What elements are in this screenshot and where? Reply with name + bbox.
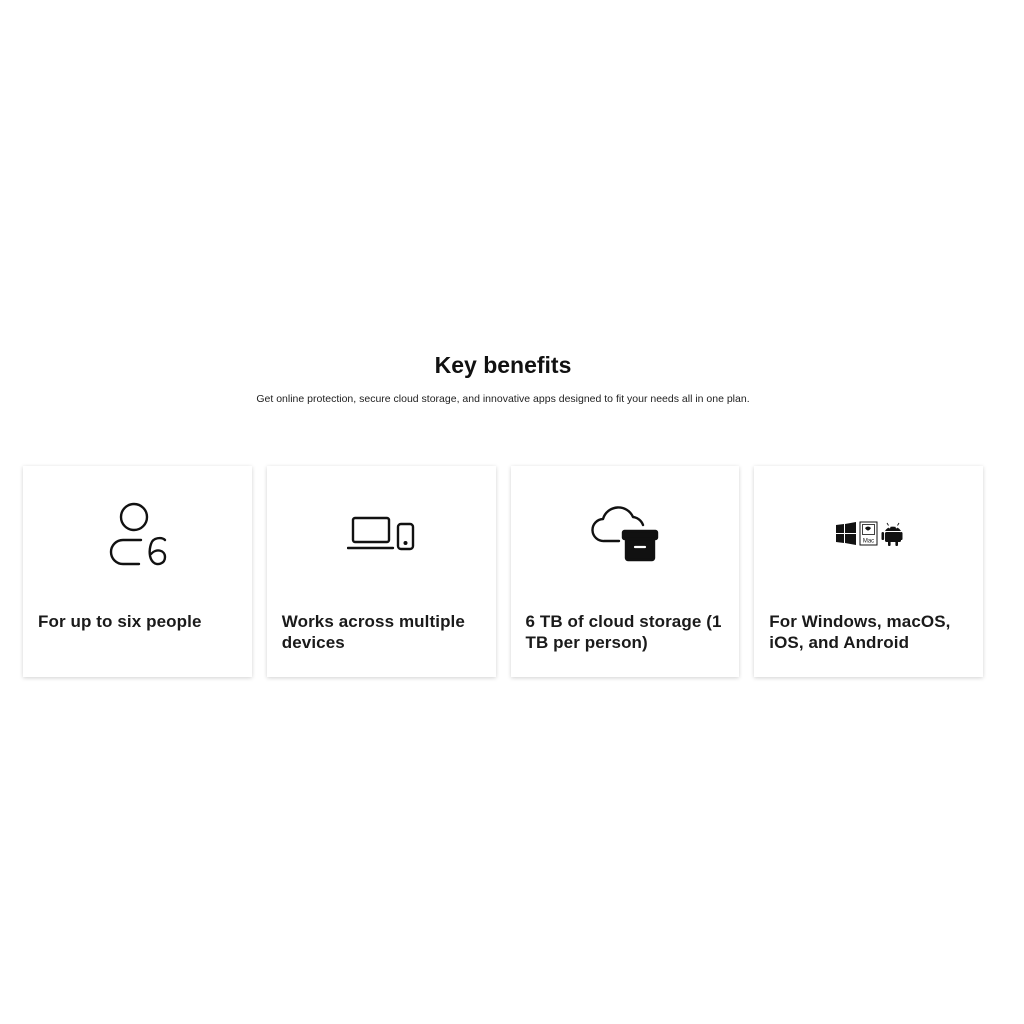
platforms-icon xyxy=(829,494,909,574)
cloud-archive-icon xyxy=(585,494,665,574)
benefit-cards xyxy=(23,466,983,677)
laptop-phone-icon xyxy=(341,494,421,574)
benefit-card-multiple-devices[interactable] xyxy=(267,466,496,677)
benefit-label: For Windows, macOS, iOS, and Android xyxy=(769,612,951,652)
benefit-label: For up to six people xyxy=(38,612,202,631)
benefit-card-six-people[interactable] xyxy=(23,466,252,677)
benefit-card-platforms[interactable] xyxy=(754,466,983,677)
benefit-card-cloud-storage[interactable] xyxy=(511,466,740,677)
person-six-icon xyxy=(97,494,177,574)
windows-icon xyxy=(836,522,856,545)
mac-icon xyxy=(860,522,877,545)
benefit-label: 6 TB of cloud storage (1 TB per person) xyxy=(525,612,722,652)
section-title: Key benefits xyxy=(434,352,572,378)
android-icon xyxy=(881,523,902,546)
benefit-label: Works across multiple devices xyxy=(281,612,465,652)
mac-label: Mac xyxy=(862,538,874,545)
section-subtitle: Get online protection, secure cloud storage, and innovative apps designed to fit your needs all in one plan. xyxy=(256,393,750,405)
